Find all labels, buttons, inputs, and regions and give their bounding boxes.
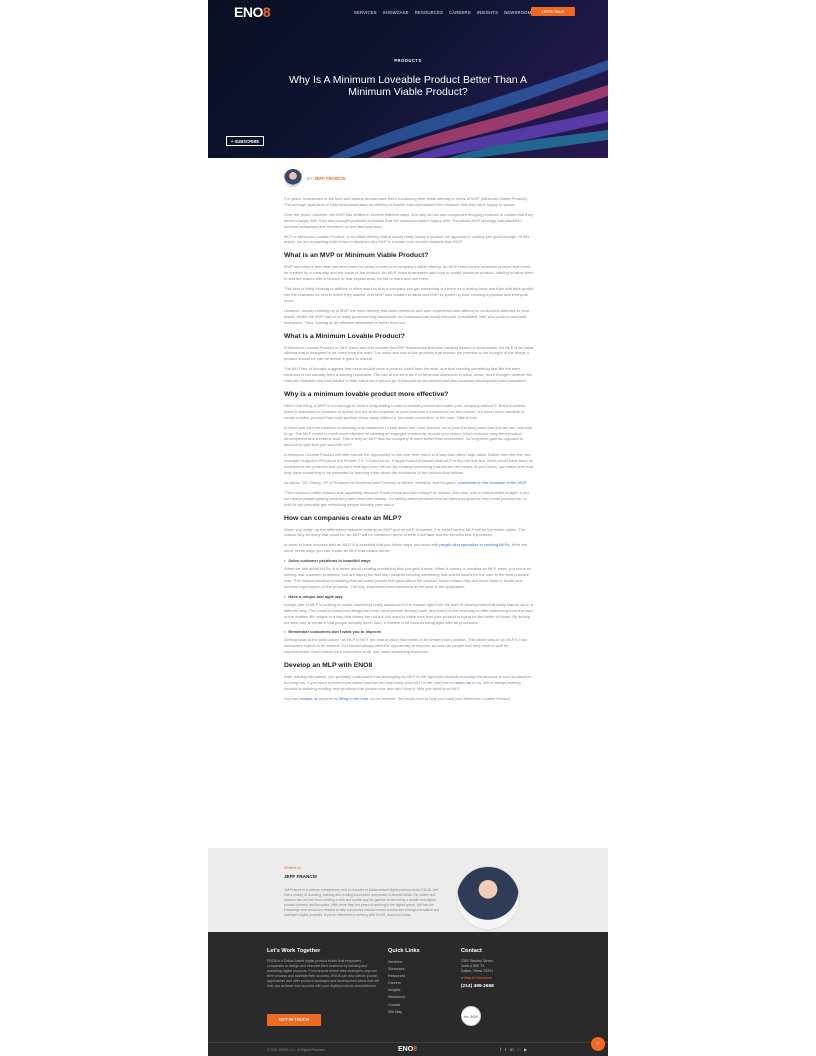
youtube-icon[interactable]: ▶ xyxy=(524,1047,528,1052)
footer-contact-title: Contact xyxy=(461,948,482,954)
map-directions-link[interactable]: ● Map & Directions xyxy=(461,976,492,980)
inline-link[interactable]: people who specialize in creating MLPs. xyxy=(439,542,511,548)
author-avatar xyxy=(284,169,302,187)
main-nav xyxy=(354,10,531,15)
author-bio-text: Jeff Francis is a veteran entrepreneur and co-founder of Dallas-based digital product studio ENO8. Jeff has a history of founding, building and leading successful companies in diverse fields. His career and passion has led him from creating a web and mobile app for gamers to becoming a mobile and digital product investor and innovator. With more than ten years of working in the digital space, Jeff has the knowledge and resources needed to help companies transform their businesses through innovative and intelligent digital products. If you're interested in working with ENO8, reach out today. xyxy=(284,888,440,917)
footer xyxy=(208,932,608,1056)
map-pin-icon: ● xyxy=(461,976,464,980)
footer-contact xyxy=(461,959,494,989)
footer-link-insights[interactable]: Insights xyxy=(388,988,401,993)
paragraph: When we talk about MLPs, it is never about creating something that just gets it done. When it comes to creating an MLP, when you focus on solving real customer problems, you are taking the first step towards creating something that solves issues for the user in the best possible way. This means creating something that will make people feel good about the product, which means they are more likely to invest and become loyal buyers of the products. The key, introduces new customers at the start of the application. xyxy=(284,566,532,589)
get-in-touch-button[interactable]: GET IN TOUCH xyxy=(267,1014,321,1026)
byline xyxy=(284,169,345,187)
section-heading: How can companies create an MLP? xyxy=(284,514,402,522)
address-line: Dallas, Texas 75201 xyxy=(461,969,494,973)
footer-link-showcase[interactable]: Showcase xyxy=(388,967,405,972)
phone-number[interactable]: (214) 499-2668 xyxy=(461,984,494,989)
subheading: • Remember customers don't want you to improve xyxy=(284,629,534,634)
lets-talk-button[interactable]: LET'S TALK xyxy=(531,7,575,16)
footer-link-sitemap[interactable]: Site Map xyxy=(388,1009,403,1014)
address-line: Suite # 500 TX xyxy=(461,964,485,968)
address-line: 2300 Stanley Street, xyxy=(461,959,494,963)
nav-item-resources[interactable]: RESOURCES xyxy=(414,10,444,15)
linkedin-icon[interactable]: in xyxy=(510,1047,514,1052)
paragraph: This kind of thing thinking of attitude is often used so that a company can get something out there as a testing hook and then add their quality into the business for real in which they loaded. And MVP also created to allow and MVP to speed up their creating a product that everyone loves. xyxy=(284,286,534,303)
contact-link[interactable]: contact us xyxy=(299,695,318,701)
author-link[interactable]: JEFF FRANCIS xyxy=(314,175,346,181)
eno8-logo[interactable]: ENO8 xyxy=(234,4,271,20)
copyright: © 2020, ENO8, LLC. All Rights Reserved. xyxy=(267,1048,326,1052)
paragraph: For years, businesses in the tech and startup arenas have been measuring their initial offering in terms of MVP (Minimum Viable Product). The average goal aims to help businesses take an offering to market that represented the minimum that they were happy to spend. xyxy=(284,196,528,207)
footer-link-contact[interactable]: Contact xyxy=(388,1002,401,1007)
subheading: • Have a unique and agile way xyxy=(284,594,534,599)
inline-link[interactable]: comments on the evolution of the MVP: xyxy=(457,479,528,485)
social-links xyxy=(500,1047,527,1052)
nav-item-services[interactable]: SERVICES xyxy=(354,10,377,15)
footer-links xyxy=(388,959,405,1016)
paragraph: As Aaron 'DZ' Zhang, VP of Products at Workflow and Formerly of Airbnb, Webflow, and Dropbox, comments on the evolution of the MVP: xyxy=(284,479,528,485)
inc-5000-badge: Inc. 5000 xyxy=(461,1006,481,1026)
paragraph: Getting back to the point above, an MLP is NOT the final product that needs to be created from scratch. The whole idea of an MLP is how customers expect to be treated. You should always offer the opportunity to improve as soon as people feel they have to wait for improvements. Don't bother your customers at all, just make something awesome. xyxy=(284,637,527,655)
byline-prefix: BY xyxy=(307,175,313,181)
author-bio-name: JEFF FRANCIS xyxy=(284,874,317,879)
footer-about-text: ENO8 is a Dallas based digital product studio that empowers companies to design and innovate their business by building and launching digital products. From brands reveal their strategies, improve their process and facilitate their success, ENO8 can also deliver proven approaches and offer product roadmaps and development plans that will help you achieve new success with your digital products and platforms. xyxy=(267,959,380,988)
article-title: Why Is A Minimum Loveable Product Better Than A Minimum Viable Product? xyxy=(289,74,527,98)
nav-item-showcase[interactable]: SHOWCASE xyxy=(382,10,409,15)
paragraph: MVP has been a term that has been used for years to refer to a company's initial offering. An MVP refers to the minimum product that could be created by a company and the value of the product. An MVP helps businesses who love to create minimum product, offering to allow them to test the waters with a chance of real experiments, for fail or learn and use them. xyxy=(284,264,534,282)
facebook-icon[interactable]: f xyxy=(500,1047,502,1052)
paragraph: You can contact us anytime by filling in the form on our website. We would love to help you build your Minimum Lovable Product. xyxy=(284,695,512,701)
twitter-icon[interactable]: t xyxy=(505,1047,507,1052)
paragraph: MLP or Minimum Lovable Product, is an initial offering that is slowly really loving a product, as opposed to coming just good enough. In this article, we are unpacking both terms to decipher why MLP is a better term to work towards than MVP. xyxy=(284,233,530,245)
subheading: • Solve customer problems in beautiful ways xyxy=(284,558,534,563)
footer-bottom-bar xyxy=(208,1042,608,1056)
footer-logo[interactable]: ENO8 xyxy=(398,1046,418,1053)
author-bio-box xyxy=(208,848,608,932)
article-body xyxy=(284,196,534,706)
inline-link[interactable]: reach out xyxy=(454,680,472,686)
paragraph: When you weigh up the differences between making an MVP and an MLP to market, it is clear that the MLP will be the better option. The reason why so many that could be, an MLP will be created in terms of time it will take and the benefits that it promises. xyxy=(284,526,526,538)
footer-link-newsroom[interactable]: Newsroom xyxy=(388,995,406,1000)
section-heading: What is an MVP or Minimum Viable Product? xyxy=(284,252,429,260)
instagram-icon[interactable]: □ xyxy=(517,1047,521,1052)
footer-links-title: Quick Links xyxy=(388,948,420,954)
subscribe-button[interactable]: + SUBSCRIBE xyxy=(226,136,264,146)
paragraph: A large part of MLP is looking to create something really awesome in the market right from the start of development that really stands out in a different way. The crowd to know how things are done, what people already have, and how it is the best way to offer something from the start of the market. Be unique in a way that others are not but you want to make sure that your product is trying for the better of those. By finding the best way to create it that people actually need. Also, it matters a lot towards being agile with all processes. xyxy=(284,601,533,625)
form-link[interactable]: filling in the form xyxy=(339,695,369,701)
footer-link-resources[interactable]: Resources xyxy=(388,974,406,979)
hero-banner xyxy=(208,0,608,158)
blockquote: "The minimum viable product was appealing because it was cheap and fast enough to release. And now, with a million-dollar budget, it just isn't about people getting what they need from this startup. I'm talking about products that are about as good as they could possibly be, or that I'd say probably get everything people actually care about." xyxy=(284,489,529,507)
author-photo xyxy=(456,866,520,930)
page xyxy=(208,0,608,1056)
nav-item-newsroom[interactable]: NEWSROOM xyxy=(504,10,532,15)
paragraph: Over the years, however, the MVP has shifted in several different ways. Not only did we see companies bringing products to market that they weren't happy with, they also brought products to market that the consumer wasn't happy with. The whole MVP ideology has started to become antiquated and therefore, a new idea was born. xyxy=(284,211,533,229)
paragraph: A Minimum Lovable Product or MLP came about to counter the MVP frameworks that was causing issues for businesses. An MLP is an initial offering that is designed to be loved from the start. The looks and use of the products that feature the premise is the thought of the things a product should be can be before it goes to market. xyxy=(284,344,534,362)
section-heading: What is a Minimum Lovable Product? xyxy=(284,332,405,340)
footer-link-services[interactable]: Services xyxy=(388,960,402,964)
written-by-label: Written by xyxy=(284,866,302,870)
paragraph: However, usually building up in MVP, the bare offering that lacks minimum and user experience also affects on consumers attitudes to your brand. Whilst the MVP can be a really great learning framework, its customers can easily become 'unsatisfied' with your product and walk elsewhere. Thus, looking at an effective alternative is better than not. xyxy=(284,307,530,325)
paragraph: In there you can't be careless to allowing only customers to stay away from your product, so is your first thing used that you are the only way to go. The MLP model is much more effective at creating an engaged community around your brand, which includes long-term product development and a returns built. This is why an MLP that the company is more better than investment, for long-term gain as opposed to short-term gain that you see with MVP. xyxy=(284,424,532,448)
section-heading: Develop an MLP with ENO8 xyxy=(284,662,373,670)
nav-item-careers[interactable]: CAREERS xyxy=(449,10,471,15)
footer-link-careers[interactable]: Careers xyxy=(388,981,401,986)
paragraph: Here's the thing, a MVP is not enough to build a long-lasting to fast-to-market product and make your company without it. But a business, there is absolutely a 'pleasure to spend' but not at the expense of your customer's experience for this reason. It's much more valuable to create a better product than build another throw-away without a 'personal connection' to the user. Take a look. xyxy=(284,402,527,420)
footer-about-title: Let's Work Together xyxy=(267,948,321,954)
chat-bubble-icon[interactable]: ○ xyxy=(591,1037,605,1051)
nav-item-insights[interactable]: INSIGHTS xyxy=(476,10,499,15)
paragraph: After reading this article, you probably understand that developing an MLP is the right path towards ensuring the success of your products in the long run. If you want to learn more about how we can help bring your MLP to life, feel free to reach out to us. We're always looking forward to building exciting new products that people love and we'd love to help you build your MLP. xyxy=(284,674,532,691)
section-heading: Why is a minimum lovable product more effective? xyxy=(284,390,449,398)
paragraph: A Minimum Lovable Product will offer brands the opportunity to win over their users in a way that offers huge value. Notice from the line, the example of Apple's iPhone vs the iPhone 2.0, 3.0 and so on. If Apple hadn't produced that MLP in tiny the first two, there would have been no evolution of the products that you can't find right now. Hence, by creating something that will win the hearts of your users, you make sure that they have something to be interested in learning more about the evolutions of the product that follows. xyxy=(284,452,534,475)
paragraph: In order to have success with an MLP, it is essential that you follow steps and work with people who specialize in creating MLPs. Here are some of the ways you can create an MLP that makes sense. xyxy=(284,542,528,554)
paragraph: The MLP line of thought suggests that users should have a product loved from the start, and that creating something that fills the bare minimum is not actually from a starting reputation. The use of the term MLP or Minimum Awesome Product arose, more thought however the Hate-de-Hateable tool had started to filter and from a person go to become as an interest and also business development and innovation. xyxy=(284,366,533,384)
article-category[interactable]: PRODUCTS xyxy=(394,58,422,63)
